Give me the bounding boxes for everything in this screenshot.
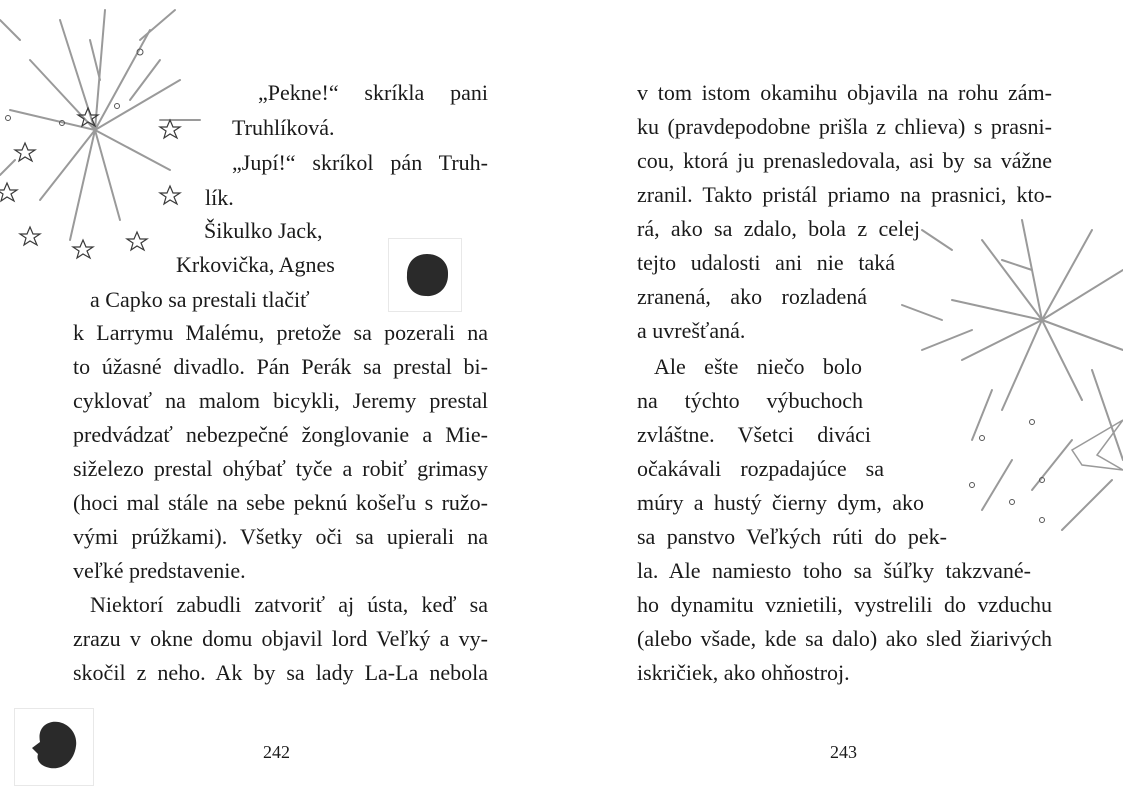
ink-blob-illustration-bottom — [30, 718, 82, 774]
text-line: lík. — [205, 185, 234, 210]
ink-blob-illustration — [402, 250, 452, 300]
text-line: v tom istom okamihu objavila na rohu zám- — [637, 80, 1052, 105]
text-line: veľké predstavenie. — [73, 558, 246, 583]
text-line: to úžasné divadlo. Pán Perák sa prestal bi- — [73, 354, 488, 379]
text-line: múry a hustý čierny dym, ako — [637, 490, 924, 515]
left-page — [0, 0, 561, 800]
text-line: (hoci mal stále na sebe peknú košeľu s ružo- — [73, 490, 488, 515]
page-number: 242 — [263, 742, 290, 762]
text-line: „Pekne!“ skríkla pani — [258, 80, 488, 105]
text-line: ho dynamitu vznietili, vystrelili do vzduchu — [637, 592, 1052, 617]
text-line: siželezo prestal ohýbať tyče a robiť grimasy — [73, 456, 488, 481]
text-line: la. Ale namiesto toho sa šúľky takzvané- — [637, 558, 1031, 583]
fireworks-illustration-left — [0, 0, 235, 290]
text-line: (alebo všade, kde sa dalo) ako sled žiarivých — [637, 626, 1052, 651]
text-line: zrazu v okne domu objavil lord Veľký a vy- — [73, 626, 488, 651]
text-line: ku (pravdepodobne prišla z chlieva) s prasni- — [637, 114, 1052, 139]
text-line: zranil. Takto pristál priamo na prasnici, kto- — [637, 182, 1052, 207]
text-line: cou, ktorá ju prenasledovala, asi by sa vážne — [637, 148, 1052, 173]
text-line: tejto udalosti ani nie taká — [637, 250, 895, 275]
text-line: očakávali rozpadajúce sa — [637, 456, 884, 481]
fireworks-illustration-right — [882, 210, 1123, 570]
text-line: zranená, ako rozladená — [637, 284, 867, 309]
text-line: predvádzať nebezpečné žonglovanie a Mie- — [73, 422, 488, 447]
text-line: cyklovať na malom bicykli, Jeremy prestal — [73, 388, 488, 413]
text-line: sa panstvo Veľkých rúti do pek- — [637, 524, 947, 549]
text-line: Krkovička, Agnes — [176, 252, 335, 277]
text-line: k Larrymu Malému, pretože sa pozerali na — [73, 320, 488, 345]
text-line: vými prúžkami). Všetky oči sa upierali na — [73, 524, 488, 549]
text-line: skočil z neho. Ak by sa lady La-La nebola — [73, 660, 488, 685]
text-line: Šikulko Jack, — [204, 218, 323, 243]
text-line: Truhlíková. — [232, 115, 335, 140]
text-line: na týchto výbuchoch — [637, 388, 863, 413]
text-line: Niektorí zabudli zatvoriť aj ústa, keď sa — [90, 592, 488, 617]
text-line: rá, ako sa zdalo, bola z celej — [637, 216, 920, 241]
text-line: iskričiek, ako ohňostroj. — [637, 660, 850, 685]
text-line: a uvrešťaná. — [637, 318, 746, 343]
page-number: 243 — [830, 742, 857, 762]
text-line: „Jupí!“ skríkol pán Truh- — [232, 150, 488, 175]
text-line: Ale ešte niečo bolo — [654, 354, 862, 379]
text-line: zvláštne. Všetci diváci — [637, 422, 871, 447]
right-page — [562, 0, 1123, 800]
star-icons — [0, 108, 180, 258]
text-line: a Capko sa prestali tlačiť — [90, 287, 310, 312]
